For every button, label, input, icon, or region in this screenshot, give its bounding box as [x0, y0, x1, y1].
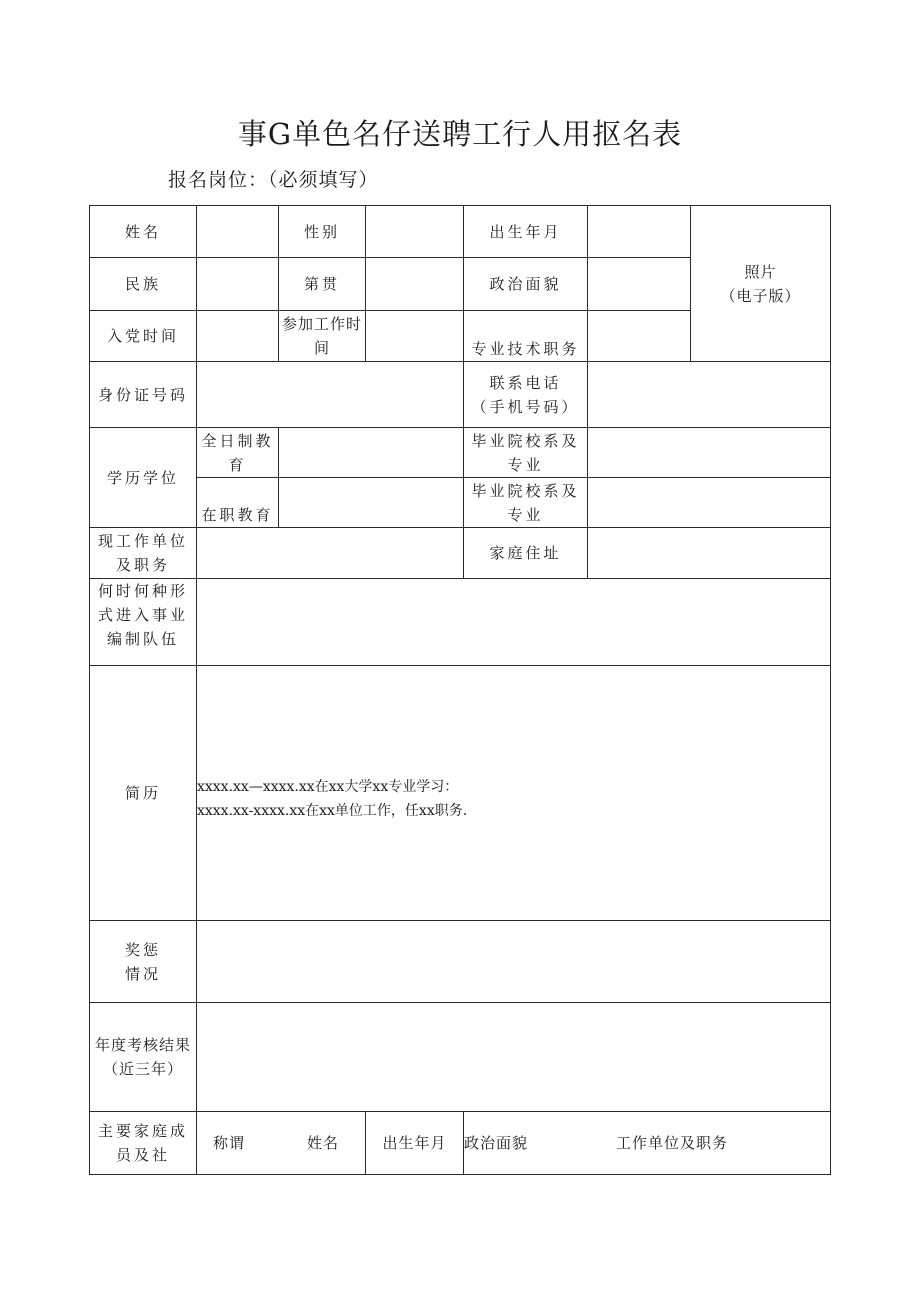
- registration-form-table: [89, 205, 831, 1175]
- input-title-duty[interactable]: [588, 311, 691, 362]
- family-header-cell: [197, 1112, 366, 1175]
- post-label-text: 报名岗位：: [168, 169, 269, 191]
- label-fulltime: 全日制教育: [197, 428, 279, 478]
- input-birth[interactable]: [588, 206, 691, 258]
- input-party-date[interactable]: [197, 311, 279, 362]
- family-col-birth: 出生年月: [366, 1112, 464, 1175]
- label-assessment-note: （近三年）: [102, 1060, 183, 1078]
- label-assessment: [90, 1003, 197, 1112]
- label-inservice: 在职教育: [197, 478, 279, 528]
- label-title-duty: 专业技术职务: [464, 311, 588, 362]
- photo-label: 照片: [744, 262, 777, 281]
- post-required-note: （必须填写）: [268, 169, 379, 191]
- label-work-date: 参加工作时间: [279, 311, 366, 362]
- family-col-name: 姓名: [307, 1134, 340, 1152]
- label-political: 政治面貌: [464, 258, 588, 311]
- resume-line: xxxx.xx-xxxx.xx在xx单位工作，任xx职务.: [197, 803, 468, 819]
- input-phone[interactable]: [588, 362, 831, 428]
- label-phone-text: 联系电话: [489, 373, 562, 392]
- label-ethnicity: 民族: [90, 258, 197, 311]
- photo-cell[interactable]: [691, 206, 831, 362]
- label-name: 姓名: [90, 206, 197, 258]
- input-school2[interactable]: [588, 478, 831, 528]
- label-gender: 性别: [279, 206, 366, 258]
- input-political[interactable]: [588, 258, 691, 311]
- input-id-number[interactable]: [197, 362, 464, 428]
- label-family: 主要家庭成员及社: [90, 1112, 197, 1175]
- label-hometown: 第贯: [279, 258, 366, 311]
- family-col-relation: 称谓: [213, 1134, 246, 1152]
- label-current-unit: 现工作单位及职务: [90, 528, 197, 579]
- label-phone-note: （手机号码）: [471, 397, 580, 416]
- input-name[interactable]: [197, 206, 279, 258]
- label-school1: 毕业院校系及专业: [464, 428, 588, 478]
- family-col-political: 政治面貌: [464, 1134, 529, 1152]
- label-phone: [464, 362, 588, 428]
- input-gender[interactable]: [366, 206, 464, 258]
- label-assessment-text: 年度考核结果: [94, 1036, 191, 1054]
- label-birth: 出生年月: [464, 206, 588, 258]
- resume-line: xxxx.xx—xxxx.xx在xx大学xx专业学习：: [197, 779, 459, 795]
- label-resume: 简历: [90, 666, 197, 921]
- input-entry[interactable]: [197, 579, 831, 666]
- input-address[interactable]: [588, 528, 831, 579]
- label-entry: 何时何种形式进入事业编制队伍: [90, 579, 197, 666]
- family-col-unit: 工作单位及职务: [616, 1134, 729, 1152]
- label-school2: 毕业院校系及专业: [464, 478, 588, 528]
- input-awards[interactable]: [197, 921, 831, 1003]
- form-title: 事G单色名仔送聘工行人用抠名表: [237, 117, 683, 151]
- label-awards-line2: 情况: [124, 964, 161, 983]
- input-school1[interactable]: [588, 428, 831, 478]
- photo-note: （电子版）: [720, 286, 801, 305]
- input-work-date[interactable]: [366, 311, 464, 362]
- post-label: [168, 165, 379, 192]
- input-inservice[interactable]: [279, 478, 464, 528]
- input-fulltime[interactable]: [279, 428, 464, 478]
- input-assessment[interactable]: [197, 1003, 831, 1112]
- input-resume[interactable]: [197, 666, 831, 921]
- label-education: 学历学位: [90, 428, 197, 528]
- input-ethnicity[interactable]: [197, 258, 279, 311]
- input-current-unit[interactable]: [197, 528, 464, 579]
- label-id-number: 身份证号码: [90, 362, 197, 428]
- family-header-cell-2: [464, 1112, 831, 1175]
- input-hometown[interactable]: [366, 258, 464, 311]
- label-awards: [90, 921, 197, 1003]
- label-awards-line1: 奖惩: [124, 940, 161, 959]
- label-address: 家庭住址: [464, 528, 588, 579]
- label-party-date: 入党时间: [90, 311, 197, 362]
